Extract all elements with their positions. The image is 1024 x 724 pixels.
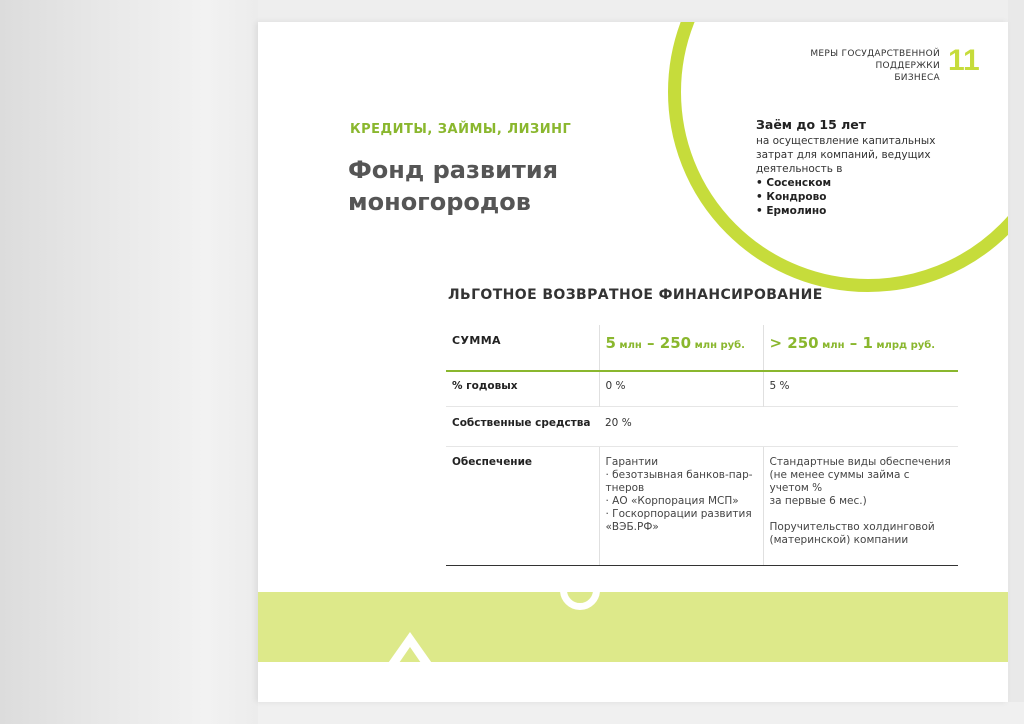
rate-tier-2: 5 % <box>763 371 958 406</box>
scan-right-edge <box>1008 0 1024 724</box>
security-line: · Госкорпорации развития <box>605 507 752 520</box>
security-line: «ВЭБ.РФ» <box>605 520 659 533</box>
amount-tier-1 <box>599 325 763 371</box>
left-page-blank <box>0 0 258 724</box>
security-line: · АО «Корпорация МСП» <box>605 494 739 507</box>
amount-tier-2 <box>763 325 958 371</box>
amount-value: – 250 <box>641 334 692 352</box>
section-header <box>778 48 940 84</box>
security-tier-1 <box>599 446 763 566</box>
brochure-page <box>258 22 1008 702</box>
security-spacer <box>770 508 953 521</box>
loan-headline: Заём до 15 лет <box>756 117 867 132</box>
amount-value: – 1 <box>844 334 873 352</box>
loan-text-line: на осуществление капитальных <box>756 135 936 147</box>
amount-value: 5 <box>605 334 616 352</box>
decorative-band <box>258 592 1008 662</box>
table-row <box>446 371 958 406</box>
city-item: • Сосенском <box>756 177 832 189</box>
own-funds-label: Собственные средства <box>446 406 599 446</box>
security-line: Поручительство холдинговой <box>769 520 935 533</box>
amount-unit: млн <box>818 340 845 351</box>
page-title-line: Фонд развития <box>348 156 559 184</box>
rate-tier-1: 0 % <box>599 371 763 406</box>
scan-bottom-edge <box>258 702 1024 724</box>
sum-label: СУММА <box>452 334 501 347</box>
city-item: • Ермолино <box>756 205 827 217</box>
section-heading: ЛЬГОТНОЕ ВОЗВРАТНОЕ ФИНАНСИРОВАНИЕ <box>448 287 823 303</box>
city-item: • Кондрово <box>756 191 827 203</box>
band-triangle-inner <box>399 647 421 662</box>
category-label: КРЕДИТЫ, ЗАЙМЫ, ЛИЗИНГ <box>350 122 572 137</box>
security-line: за первые 6 мес.) <box>769 494 867 507</box>
amount-unit: млн <box>615 340 642 351</box>
table-bottom-rule <box>446 565 958 566</box>
security-line: Стандартные виды обеспечения <box>769 455 951 468</box>
section-header-line: МЕРЫ ГОСУДАРСТВЕННОЙ <box>810 49 940 59</box>
page-title <box>348 154 648 218</box>
table-row <box>446 325 958 371</box>
amount-unit: млрд руб. <box>872 340 936 351</box>
own-funds-value: 20 % <box>599 406 958 446</box>
section-header-line: ПОДДЕРЖКИ <box>875 61 940 71</box>
security-label: Обеспечение <box>446 446 599 566</box>
security-line: Гарантии <box>605 455 659 468</box>
security-tier-2 <box>763 446 958 566</box>
rate-label: % годовых <box>446 371 599 406</box>
loan-info <box>756 118 956 218</box>
security-line: (материнской) компании <box>769 533 909 546</box>
amount-value: > 250 <box>769 334 819 352</box>
financing-table <box>446 325 958 566</box>
loan-text-line: деятельность в <box>756 163 843 175</box>
security-line: (не менее суммы займа с учетом % <box>769 468 910 494</box>
table-row <box>446 446 958 566</box>
section-header-line: БИЗНЕСА <box>894 73 940 83</box>
security-line: тнеров <box>605 481 645 494</box>
page-title-line: моногородов <box>348 188 531 216</box>
loan-text-line: затрат для компаний, ведущих <box>756 149 931 161</box>
band-ring-shape <box>560 592 600 610</box>
page-number: 11 <box>948 44 980 77</box>
table-row <box>446 406 958 446</box>
security-line: · безотзывная банков-пар- <box>605 468 753 481</box>
amount-unit: млн руб. <box>691 340 745 351</box>
